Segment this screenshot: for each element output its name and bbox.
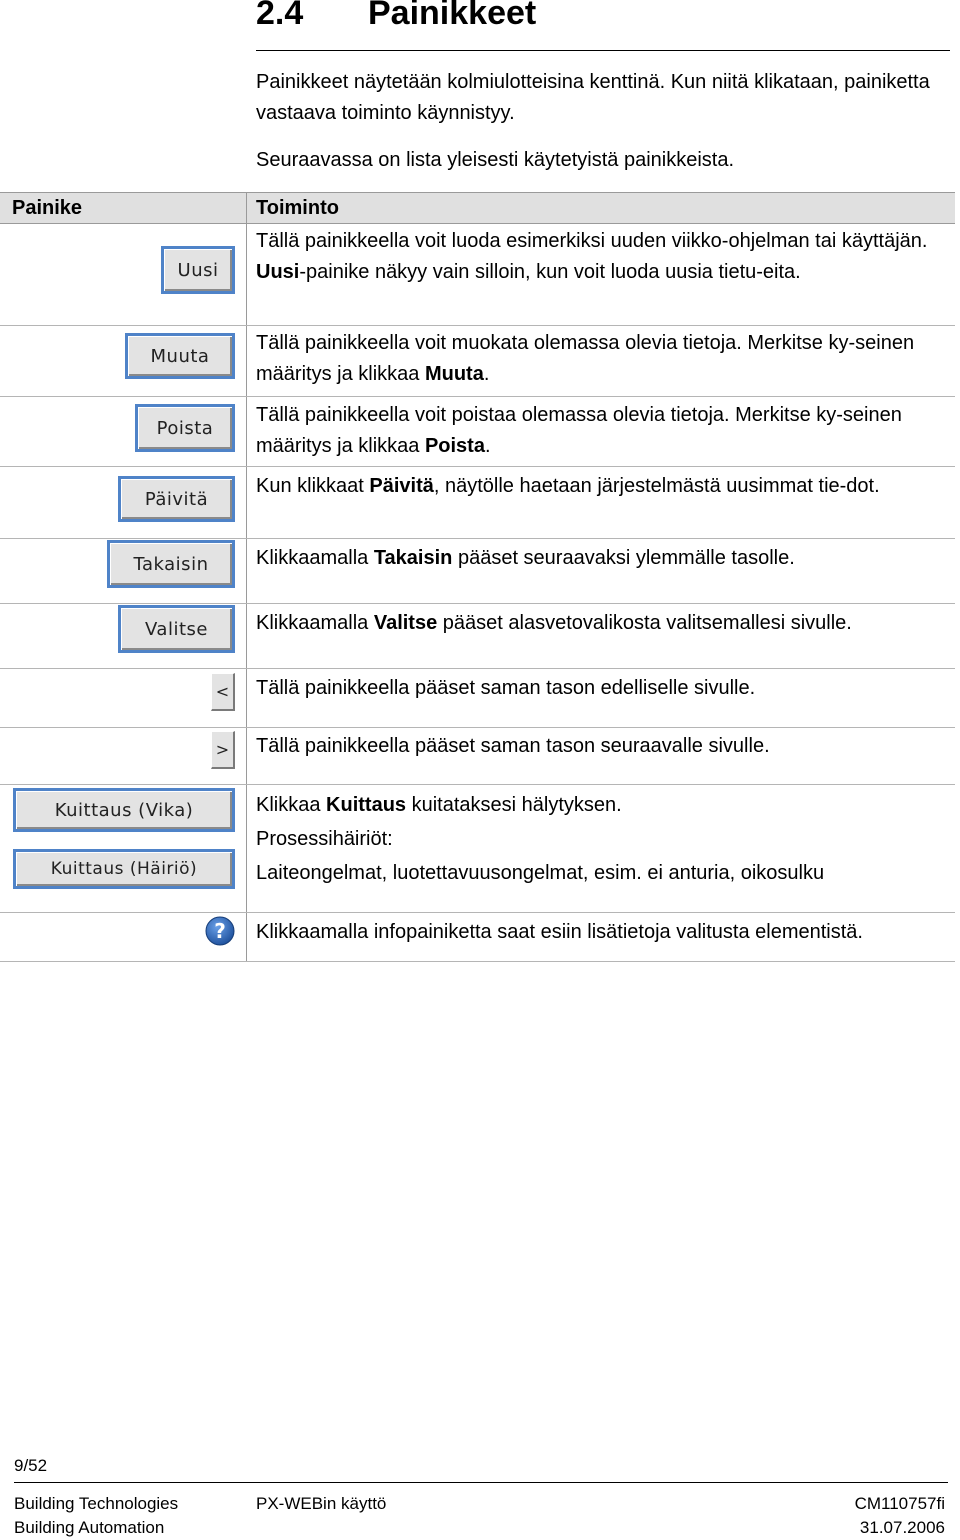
next-page-button[interactable]: > <box>211 731 235 769</box>
footer-divider <box>14 1482 948 1483</box>
kuittaus-hairio-button[interactable]: Kuittaus (Häiriö) <box>13 849 235 889</box>
table-header <box>0 192 955 224</box>
row-description <box>256 400 936 462</box>
row-divider <box>0 396 955 397</box>
row-description: Tällä painikkeella pääset saman tason seuraavalle sivulle. <box>256 735 770 757</box>
description-text: . <box>483 363 490 385</box>
section-title: Painikkeet <box>368 0 537 32</box>
kuittaus-vika-button[interactable]: Kuittaus (Vika) <box>13 788 235 832</box>
description-text: Kun klikkaat <box>256 475 370 497</box>
row-description <box>256 788 936 890</box>
description-text: Tällä painikkeella voit luoda esimerkiksi uuden viikko-ohjelman tai käyttäjän. <box>256 230 928 252</box>
row-divider <box>0 325 955 326</box>
paivita-button[interactable]: Päivitä <box>118 476 235 522</box>
page-number: 9/52 <box>14 1456 48 1475</box>
footer-division: Building Automation <box>14 1518 165 1537</box>
row-description <box>256 608 936 639</box>
uusi-button[interactable]: Uusi <box>161 246 235 294</box>
row-divider <box>0 538 955 539</box>
description-line <box>256 788 936 822</box>
description-text: Klikkaa <box>256 794 327 816</box>
row-description <box>256 226 936 288</box>
row-description: Klikkaamalla infopainiketta saat esiin lisätietoja valitusta elementistä. <box>256 921 863 943</box>
poista-button[interactable]: Poista <box>135 404 235 452</box>
description-bold: Uusi <box>256 261 300 283</box>
footer-doc-id: CM110757fi <box>854 1494 945 1513</box>
previous-page-button[interactable]: < <box>211 673 235 711</box>
column-divider <box>246 192 247 962</box>
description-text: . <box>484 435 491 457</box>
row-divider <box>0 961 955 962</box>
muuta-button[interactable]: Muuta <box>125 333 235 379</box>
description-text: Tällä painikkeella voit muokata olemassa olevia tietoja. Merkitse ky-seinen määritys ja klikkaa <box>256 332 915 385</box>
description-text: Klikkaamalla <box>256 547 374 569</box>
row-divider <box>0 668 955 669</box>
intro-paragraph: Painikkeet näytetään kolmiulotteisina kenttinä. Kun niitä klikataan, painiketta vastaava toiminto käynnistyy. <box>256 71 930 124</box>
description-text: Tällä painikkeella voit poistaa olemassa olevia tietoja. Merkitse ky-seinen määritys ja klikkaa <box>256 404 902 457</box>
description-line: Prosessihäiriöt: <box>256 828 393 850</box>
footer-company: Building Technologies <box>14 1494 179 1513</box>
description-text: pääset alasvetovalikosta valitsemallesi sivulle. <box>437 612 852 634</box>
info-icon <box>205 916 235 946</box>
row-divider <box>0 603 955 604</box>
column-header-function: Toiminto <box>256 197 339 219</box>
info-glyph: ? <box>214 919 226 943</box>
description-text: pääset seuraavaksi ylemmälle tasolle. <box>452 547 795 569</box>
row-description: Tällä painikkeella pääset saman tason edelliselle sivulle. <box>256 677 756 699</box>
description-bold: Päivitä <box>369 475 434 497</box>
description-text: -painike näkyy vain silloin, kun voit luoda uusia tietu-eita. <box>299 261 801 283</box>
column-header-button: Painike <box>12 197 83 219</box>
description-text: kuitataksesi hälytyksen. <box>406 794 622 816</box>
section-number: 2.4 <box>256 0 304 32</box>
row-description <box>256 471 936 502</box>
description-bold: Valitse <box>373 612 438 634</box>
info-button[interactable] <box>205 916 235 946</box>
row-divider <box>0 784 955 785</box>
takaisin-button[interactable]: Takaisin <box>107 540 235 588</box>
description-bold: Muuta <box>424 363 484 385</box>
row-description <box>256 543 936 574</box>
row-description <box>256 328 936 390</box>
row-divider <box>0 466 955 467</box>
row-divider <box>0 912 955 913</box>
intro-list-lead: Seuraavassa on lista yleisesti käytetyistä painikkeista. <box>256 149 735 171</box>
description-bold: Poista <box>424 435 485 457</box>
footer-doc-title: PX-WEBin käyttö <box>256 1494 387 1513</box>
valitse-button[interactable]: Valitse <box>118 605 235 653</box>
description-bold: Takaisin <box>373 547 453 569</box>
row-divider <box>0 727 955 728</box>
description-line: Laiteongelmat, luotettavuusongelmat, esim. ei anturia, oikosulku <box>256 862 825 884</box>
footer-date: 31.07.2006 <box>859 1518 945 1537</box>
description-text: Klikkaamalla <box>256 612 374 634</box>
description-text: , näytölle haetaan järjestelmästä uusimmat tie-dot. <box>433 475 880 497</box>
description-bold: Kuittaus <box>326 794 407 816</box>
section-heading <box>256 0 950 51</box>
